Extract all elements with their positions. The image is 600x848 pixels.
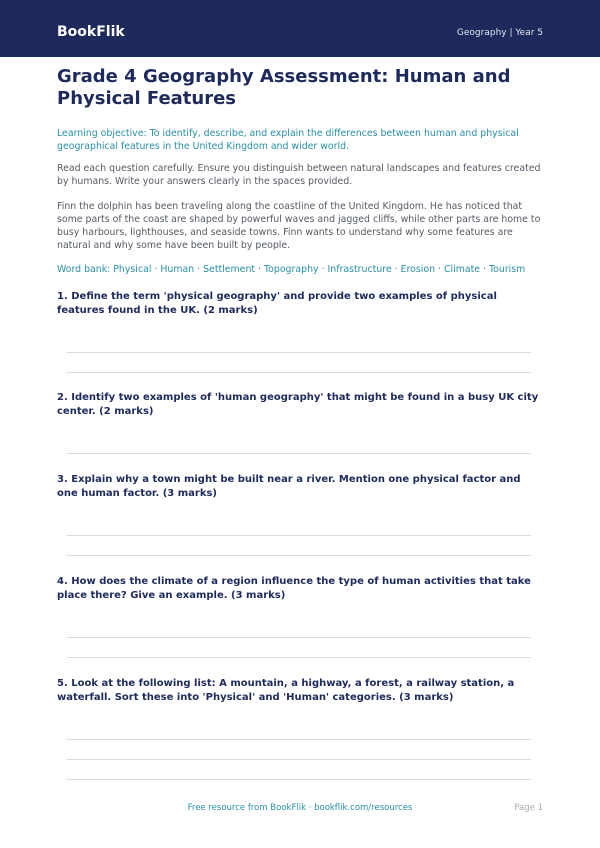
question-text: 5. Look at the following list: A mountain, a highway, a forest, a railway station, a waterfall. Sort these into 'Physical' and 'Human' categories. (3 marks)	[57, 678, 515, 703]
question-text: 3. Explain why a town might be built near a river. Mention one physical factor and one human factor. (3 marks)	[57, 474, 521, 499]
question-2	[57, 391, 543, 419]
page-header	[0, 0, 600, 57]
brand-logo: BookFlik	[57, 24, 125, 40]
instructions-text: Read each question carefully. Ensure you distinguish between natural landscapes and features created by humans. Write your answers clearly in the spaces provided.	[57, 163, 541, 187]
word-bank: Word bank: Physical · Human · Settlement · Topography · Infrastructure · Erosion · Climate · Tourism	[57, 264, 526, 275]
answer-line[interactable]	[67, 657, 531, 658]
page-number: Page 1	[514, 803, 543, 813]
answer-line[interactable]	[67, 779, 531, 780]
question-text: 1. Define the term 'physical geography' and provide two examples of physical features found in the UK. (2 marks)	[57, 291, 497, 316]
question-text: 4. How does the climate of a region influence the type of human activities that take place there? Give an example. (3 marks)	[57, 576, 531, 601]
answer-line[interactable]	[67, 535, 531, 536]
answer-line[interactable]	[67, 352, 531, 353]
answer-line[interactable]	[67, 372, 531, 373]
subject-year-label: Geography | Year 5	[456, 28, 543, 38]
answer-line[interactable]	[67, 453, 531, 454]
intro-section	[57, 66, 543, 276]
answer-line[interactable]	[67, 759, 531, 760]
question-4	[57, 575, 543, 603]
page-title: Grade 4 Geography Assessment: Human and Physical Features	[57, 66, 511, 109]
story-text: Finn the dolphin has been traveling along the coastline of the United Kingdom. He has noticed that some parts of the coast are shaped by powerful waves and jagged cliffs, while other parts are home to busy harbours, lighthouses, and seaside towns. Finn wants to understand why some features are natural and why some have been built by people.	[57, 201, 541, 251]
question-3	[57, 473, 543, 501]
question-1	[57, 290, 543, 318]
question-text: 2. Identify two examples of 'human geography' that might be found in a busy UK city center. (2 marks)	[57, 392, 539, 417]
learning-objective: Learning objective: To identify, describe, and explain the differences between human and physical geographical features in the United Kingdom and wider world.	[57, 128, 519, 152]
question-5	[57, 677, 543, 705]
answer-line[interactable]	[67, 555, 531, 556]
footer-resource-link[interactable]: Free resource from BookFlik · bookflik.com/resources	[187, 803, 413, 813]
answer-line[interactable]	[67, 637, 531, 638]
answer-line[interactable]	[67, 739, 531, 740]
